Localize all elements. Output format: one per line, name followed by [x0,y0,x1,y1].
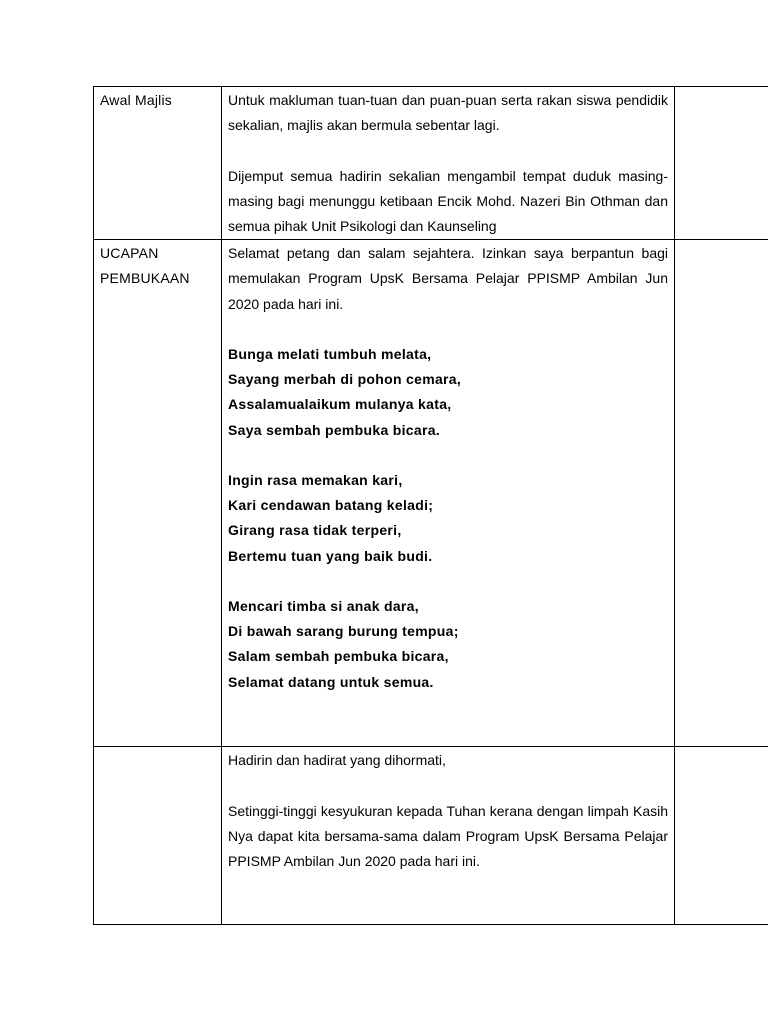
table-row [94,747,768,925]
pantun-line: Assalamualaikum mulanya kata, [228,396,452,413]
pantun-stanza [228,342,668,443]
pantun-line: Bunga melati tumbuh melata, [228,346,432,362]
paragraph: Untuk makluman tuan-tuan dan puan-puan serta rakan siswa pendidik sekalian, majlis akan bermula sebentar lagi. [228,92,668,134]
pantun-line: Bertemu tuan yang baik budi. [228,547,433,564]
pantun-line: Mencari timba si anak dara, [228,598,419,614]
pantun-line: Di bawah sarang burung tempua; [228,623,459,640]
row-content-cell [222,87,675,240]
pantun-line: Ingin rasa memakan kari, [228,472,403,488]
pantun-line: Saya sembah pembuka bicara. [228,421,440,438]
paragraph: Setinggi-tinggi kesyukuran kepada Tuhan kerana dengan limpah Kasih Nya dapat kita bersama-sama dalam Program UpsK Bersama Pelajar PPISMP Ambilan Jun 2020 pada hari ini. [228,802,668,869]
row-notes-cell [675,747,768,925]
pantun-line: Salam sembah pembuka bicara, [228,648,449,665]
row-label-cell [94,240,222,747]
row-label: Awal Majlis [100,92,172,108]
pantun-stanza [228,468,668,569]
row-notes-cell [675,240,768,747]
paragraph: Dijemput semua hadirin sekalian mengambil tempat duduk masing-masing bagi menunggu ketibaan Encik Mohd. Nazeri Bin Othman dan semua pihak Unit Psikologi dan Kaunseling [228,167,668,234]
row-content-cell [222,240,675,747]
pantun-stanza [228,594,668,695]
program-script-table [93,86,768,925]
row-notes-cell [675,87,768,240]
row-label-line: UCAPAN [100,245,159,262]
row-label-cell [94,87,222,240]
row-content-cell [222,747,675,925]
row-label-line: PEMBUKAAN [100,270,190,287]
pantun-line: Girang rasa tidak terperi, [228,522,402,539]
row-label-cell [94,747,222,925]
paragraph: Hadirin dan hadirat yang dihormati, [228,752,446,769]
table-row [94,240,768,747]
pantun-line: Sayang merbah di pohon cemara, [228,371,462,388]
table-row [94,87,768,240]
pantun-line: Selamat datang untuk semua. [228,673,434,690]
paragraph: Selamat petang dan salam sejahtera. Izinkan saya berpantun bagi memulakan Program UpsK Bersama Pelajar PPISMP Ambilan Jun 2020 pada hari ini. [228,245,668,312]
pantun-line: Kari cendawan batang keladi; [228,497,434,514]
